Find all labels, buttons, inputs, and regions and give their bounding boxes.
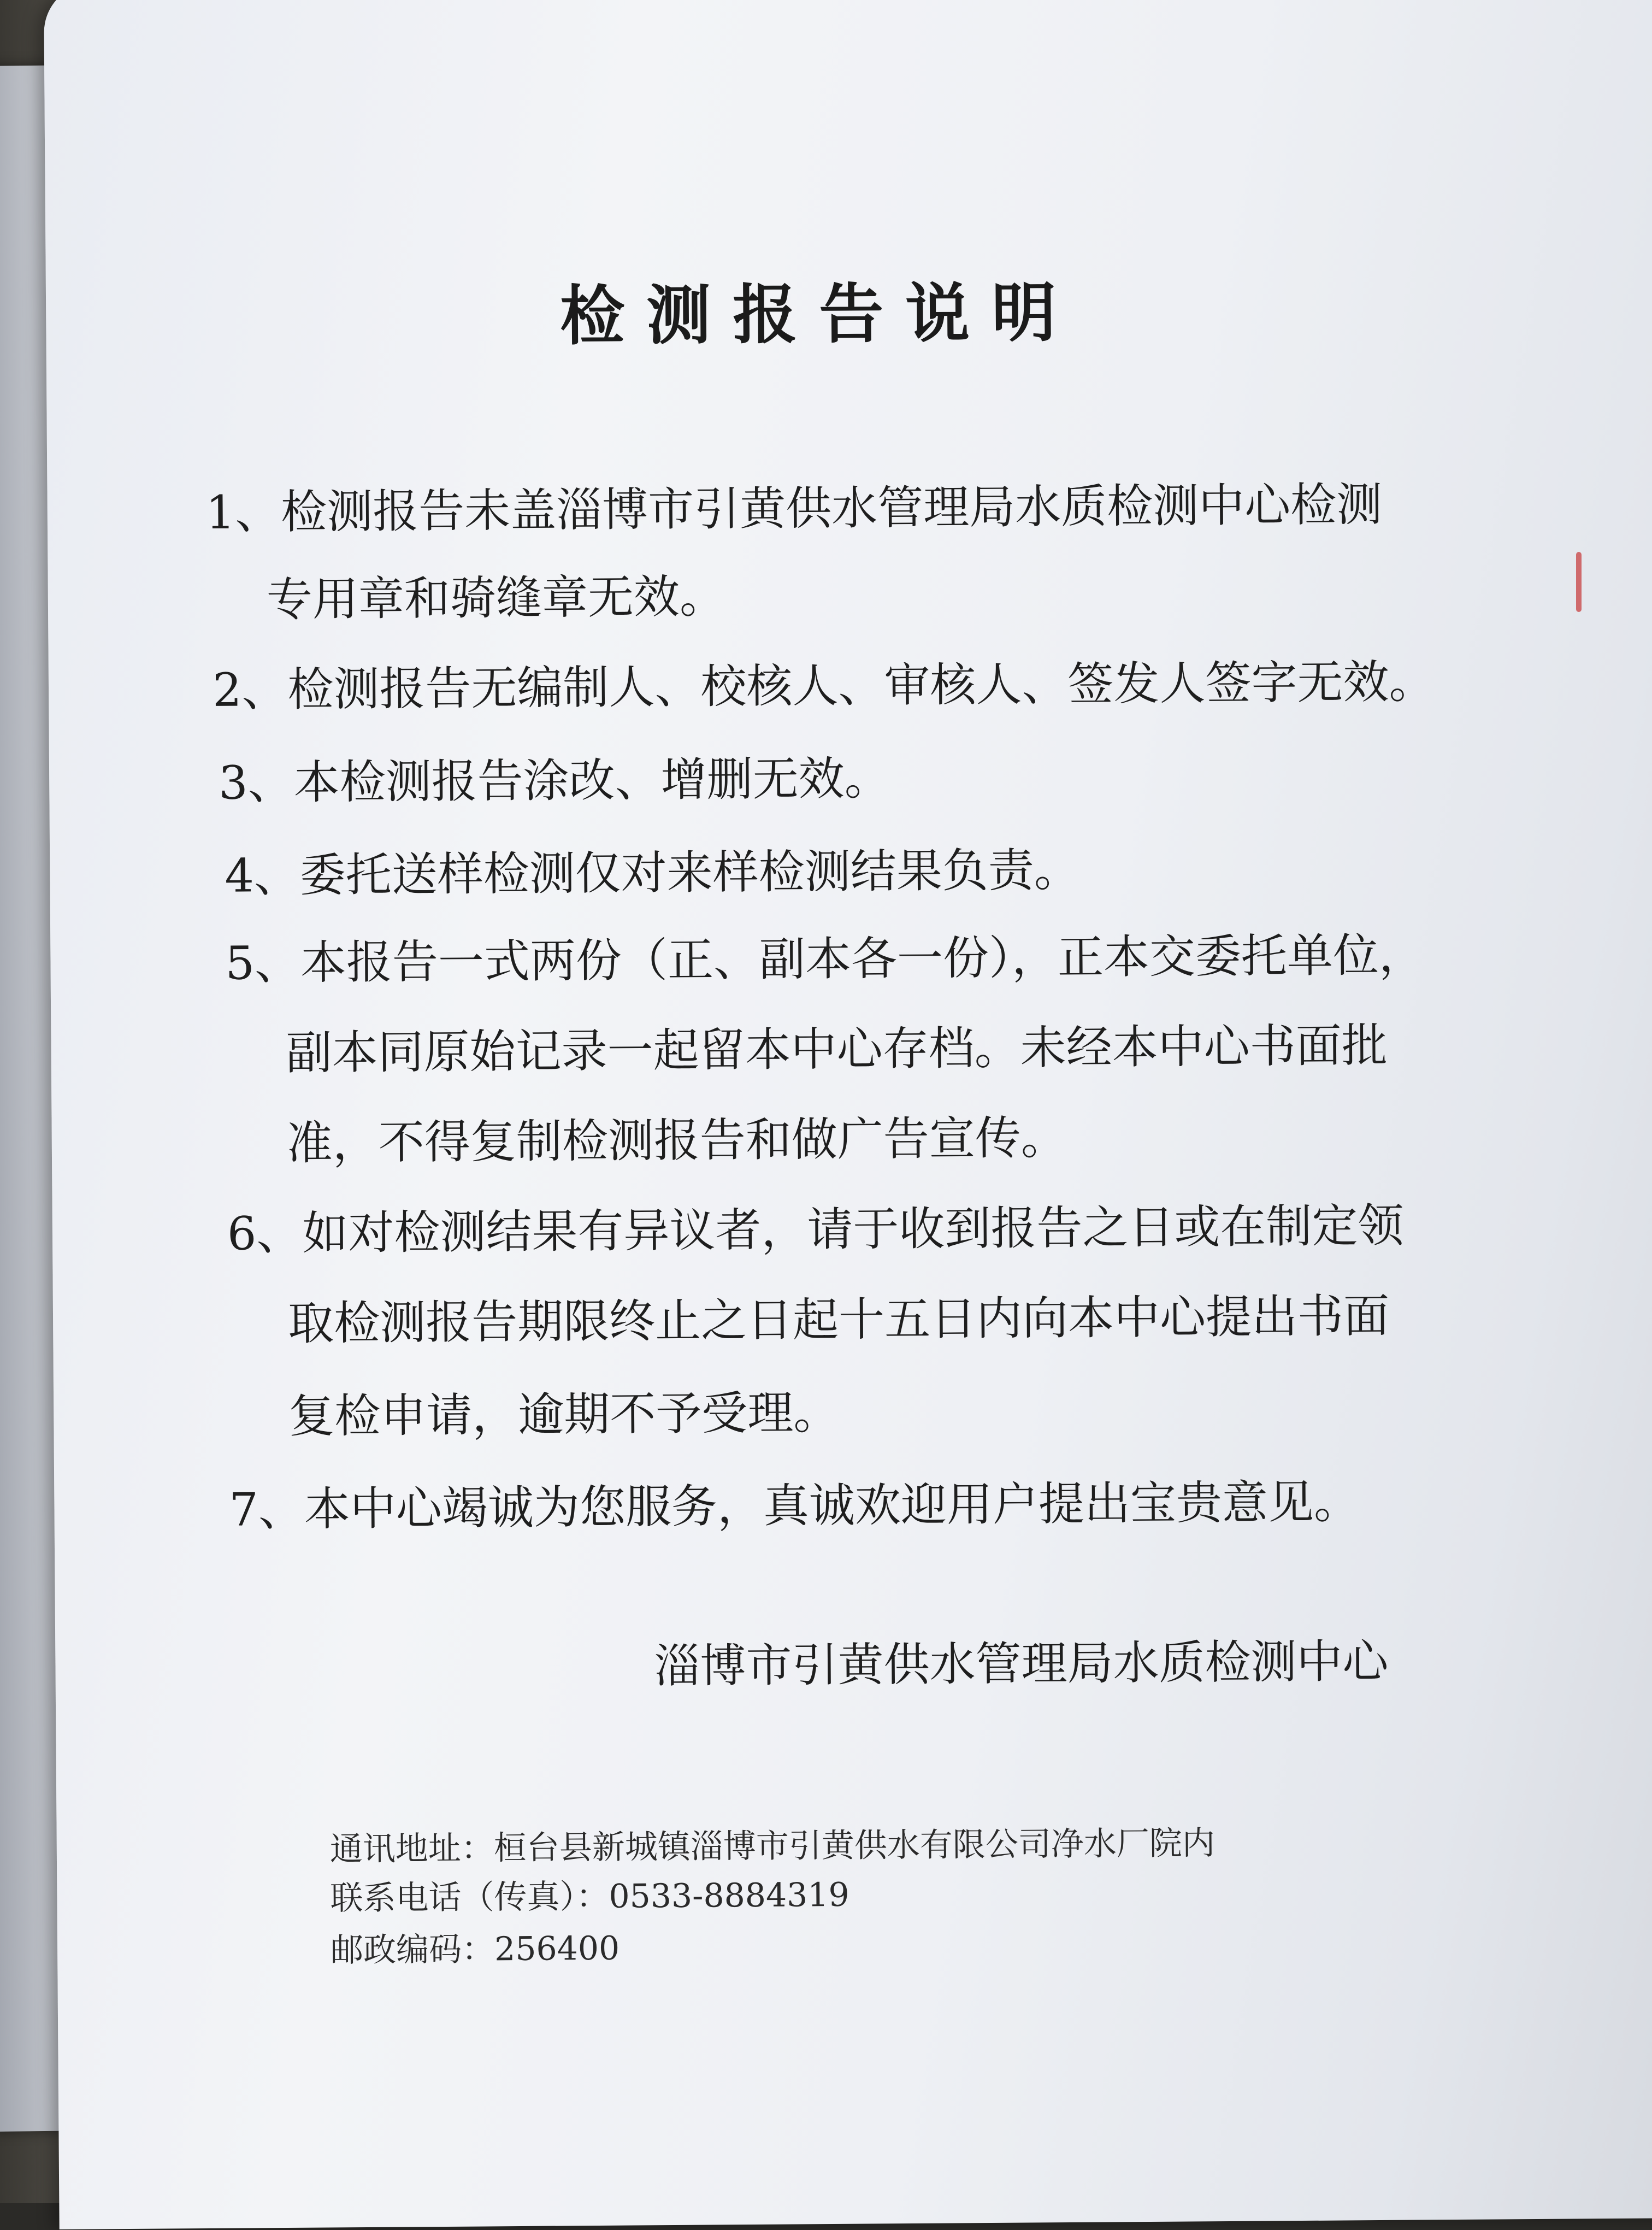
list-item-5 — [225, 911, 1425, 1007]
item-number: 2、 — [212, 662, 288, 717]
item-number: 6、 — [227, 1206, 303, 1261]
item-continuation: 专用章和骑缝章无效。 — [266, 569, 726, 627]
organization-name: 淄博市引黄供水管理局水质检测中心 — [654, 1634, 1389, 1693]
item-continuation: 取检测报告期限终止之日起十五日内向本中心提出书面 — [287, 1288, 1390, 1350]
contact-phone: 联系电话（传真）：0533-8884319 — [330, 1875, 849, 1918]
document-page — [44, 0, 1652, 2229]
list-item-6 — [227, 1182, 1404, 1278]
item-number: 3、 — [218, 755, 294, 810]
item-text: 检测报告无编制人、校核人、审核人、签发人签字无效。 — [287, 655, 1435, 716]
item-continuation: 准，不得复制检测报告和做广告宣传。 — [286, 1110, 1067, 1170]
item-text: 本检测报告涂改、增删无效。 — [293, 751, 891, 809]
list-item-3 — [219, 734, 891, 827]
list-item-2 — [212, 638, 1435, 734]
list-item-4 — [225, 826, 1081, 920]
item-number: 5、 — [225, 935, 301, 990]
item-number: 1、 — [205, 485, 281, 539]
item-text: 本报告一式两份（正、副本各一份），正本交委托单位， — [300, 928, 1425, 990]
item-number: 7、 — [229, 1482, 305, 1537]
contact-postcode: 邮政编码：256400 — [330, 1929, 620, 1970]
item-text: 委托送样检测仅对来样检测结果负责。 — [299, 843, 1081, 902]
item-text: 如对检测结果有异议者，请于收到报告之日或在制定领 — [302, 1198, 1404, 1260]
item-text: 检测报告未盖淄博市引黄供水管理局水质检测中心检测 — [280, 477, 1383, 539]
list-item-1 — [205, 461, 1383, 556]
item-continuation: 副本同原始记录一起留本中心存档。未经本中心书面批 — [286, 1018, 1388, 1080]
item-continuation: 复检申请，逾期不予受理。 — [288, 1385, 840, 1443]
page-title: 检测报告说明 — [559, 274, 1078, 354]
item-number: 4、 — [225, 848, 300, 903]
item-text: 本中心竭诚为您服务，真诚欢迎用户提出宝贵意见。 — [304, 1475, 1360, 1536]
red-ink-mark — [1576, 552, 1582, 612]
contact-address: 通讯地址：桓台县新城镇淄博市引黄供水有限公司净水厂院内 — [329, 1824, 1216, 1869]
list-item-7 — [229, 1458, 1360, 1553]
